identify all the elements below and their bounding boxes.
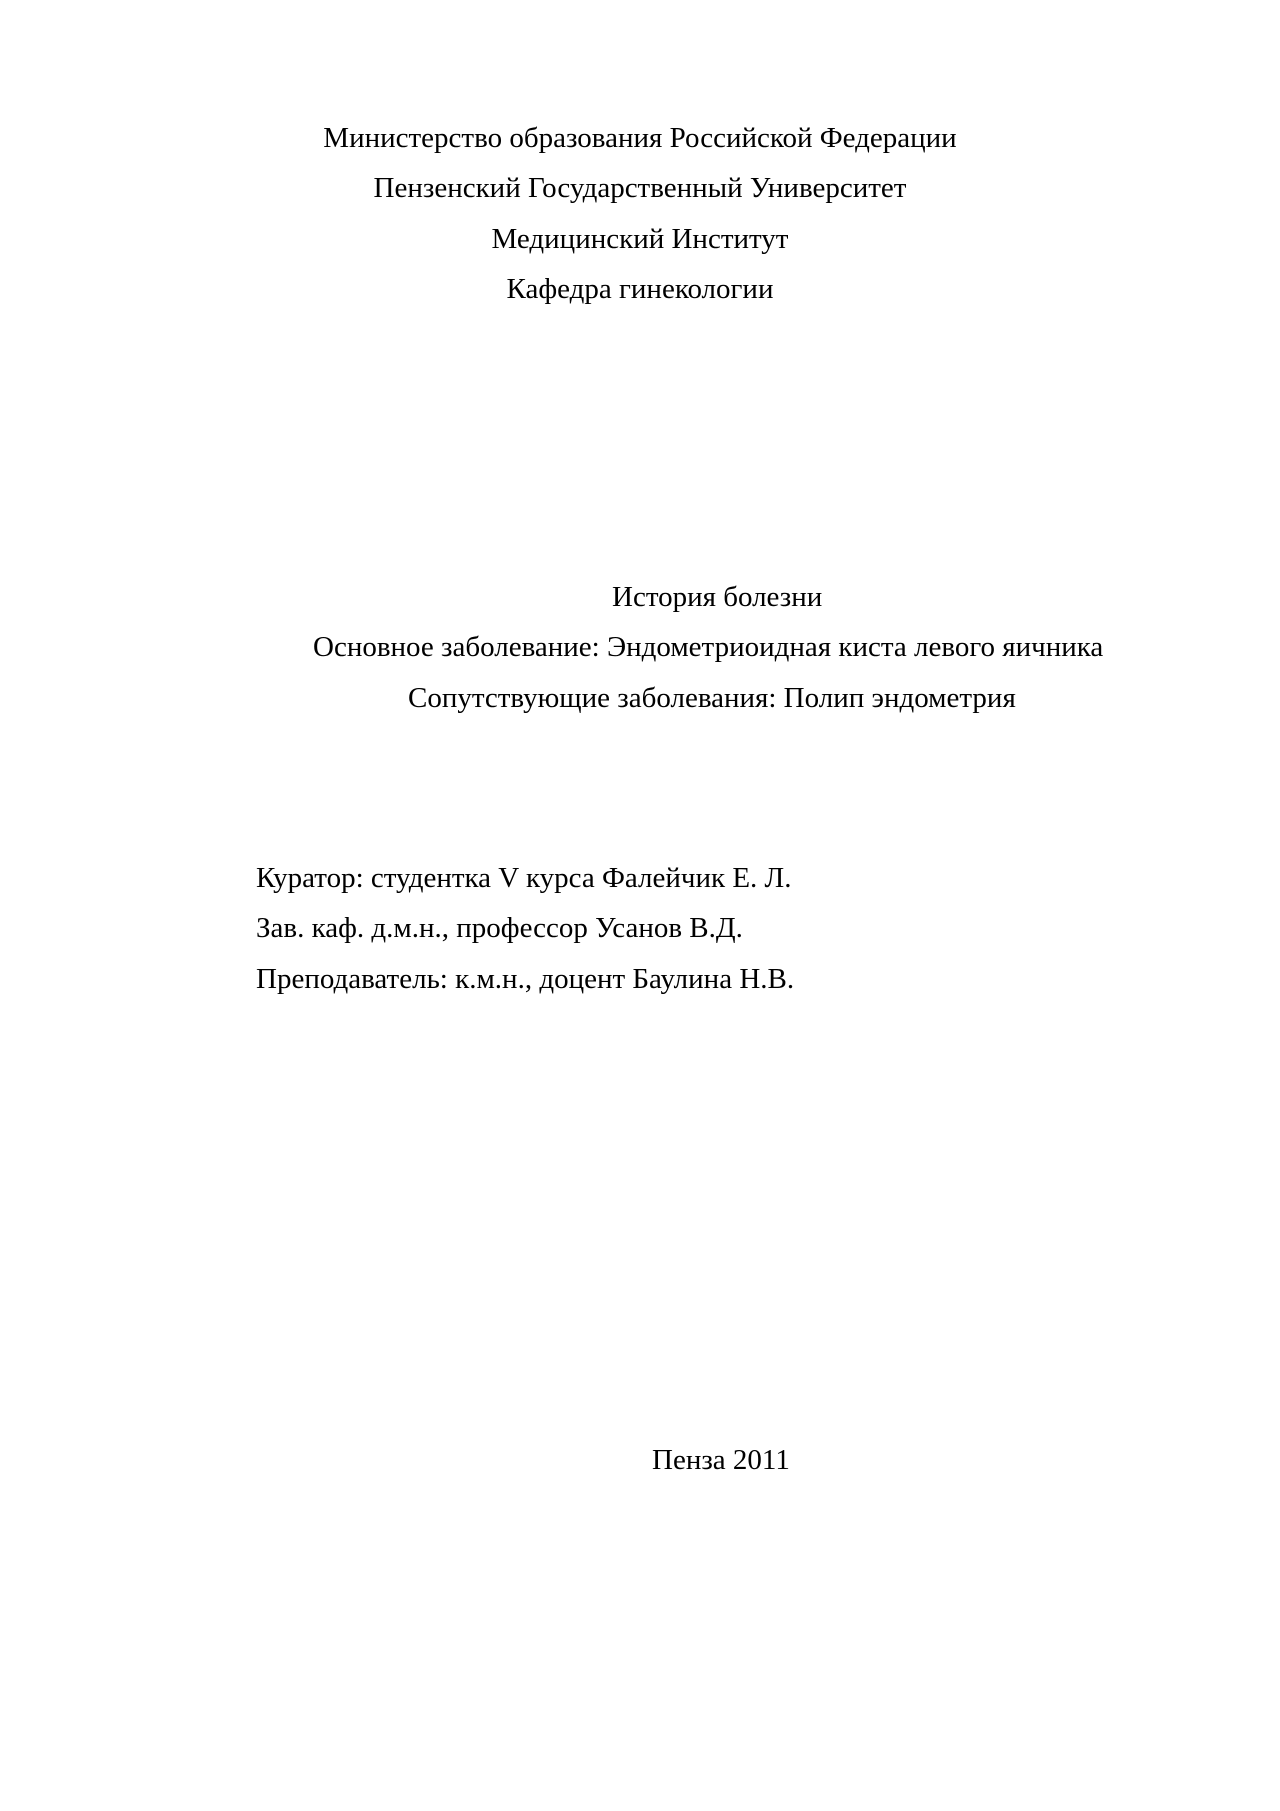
- document-title: История болезни: [612, 581, 823, 613]
- university-line: Пензенский Государственный Университет: [373, 172, 907, 204]
- curator-line: Куратор: студентка V курса Фалейчик Е. Л.: [256, 862, 792, 894]
- teacher-line: Преподаватель: к.м.н., доцент Баулина Н.В.: [256, 963, 795, 995]
- city-year-line: Пенза 2011: [652, 1444, 790, 1476]
- ministry-line: Министерство образования Российской Федерации: [323, 122, 957, 154]
- main-disease-line: Основное заболевание: Эндометриоидная киста левого яичника: [313, 631, 1104, 663]
- concomitant-disease-line: Сопутствующие заболевания: Полип эндометрия: [408, 682, 1016, 714]
- institute-line: Медицинский Институт: [491, 223, 789, 255]
- head-of-department-line: Зав. каф. д.м.н., профессор Усанов В.Д.: [256, 912, 743, 944]
- department-line: Кафедра гинекологии: [506, 273, 774, 305]
